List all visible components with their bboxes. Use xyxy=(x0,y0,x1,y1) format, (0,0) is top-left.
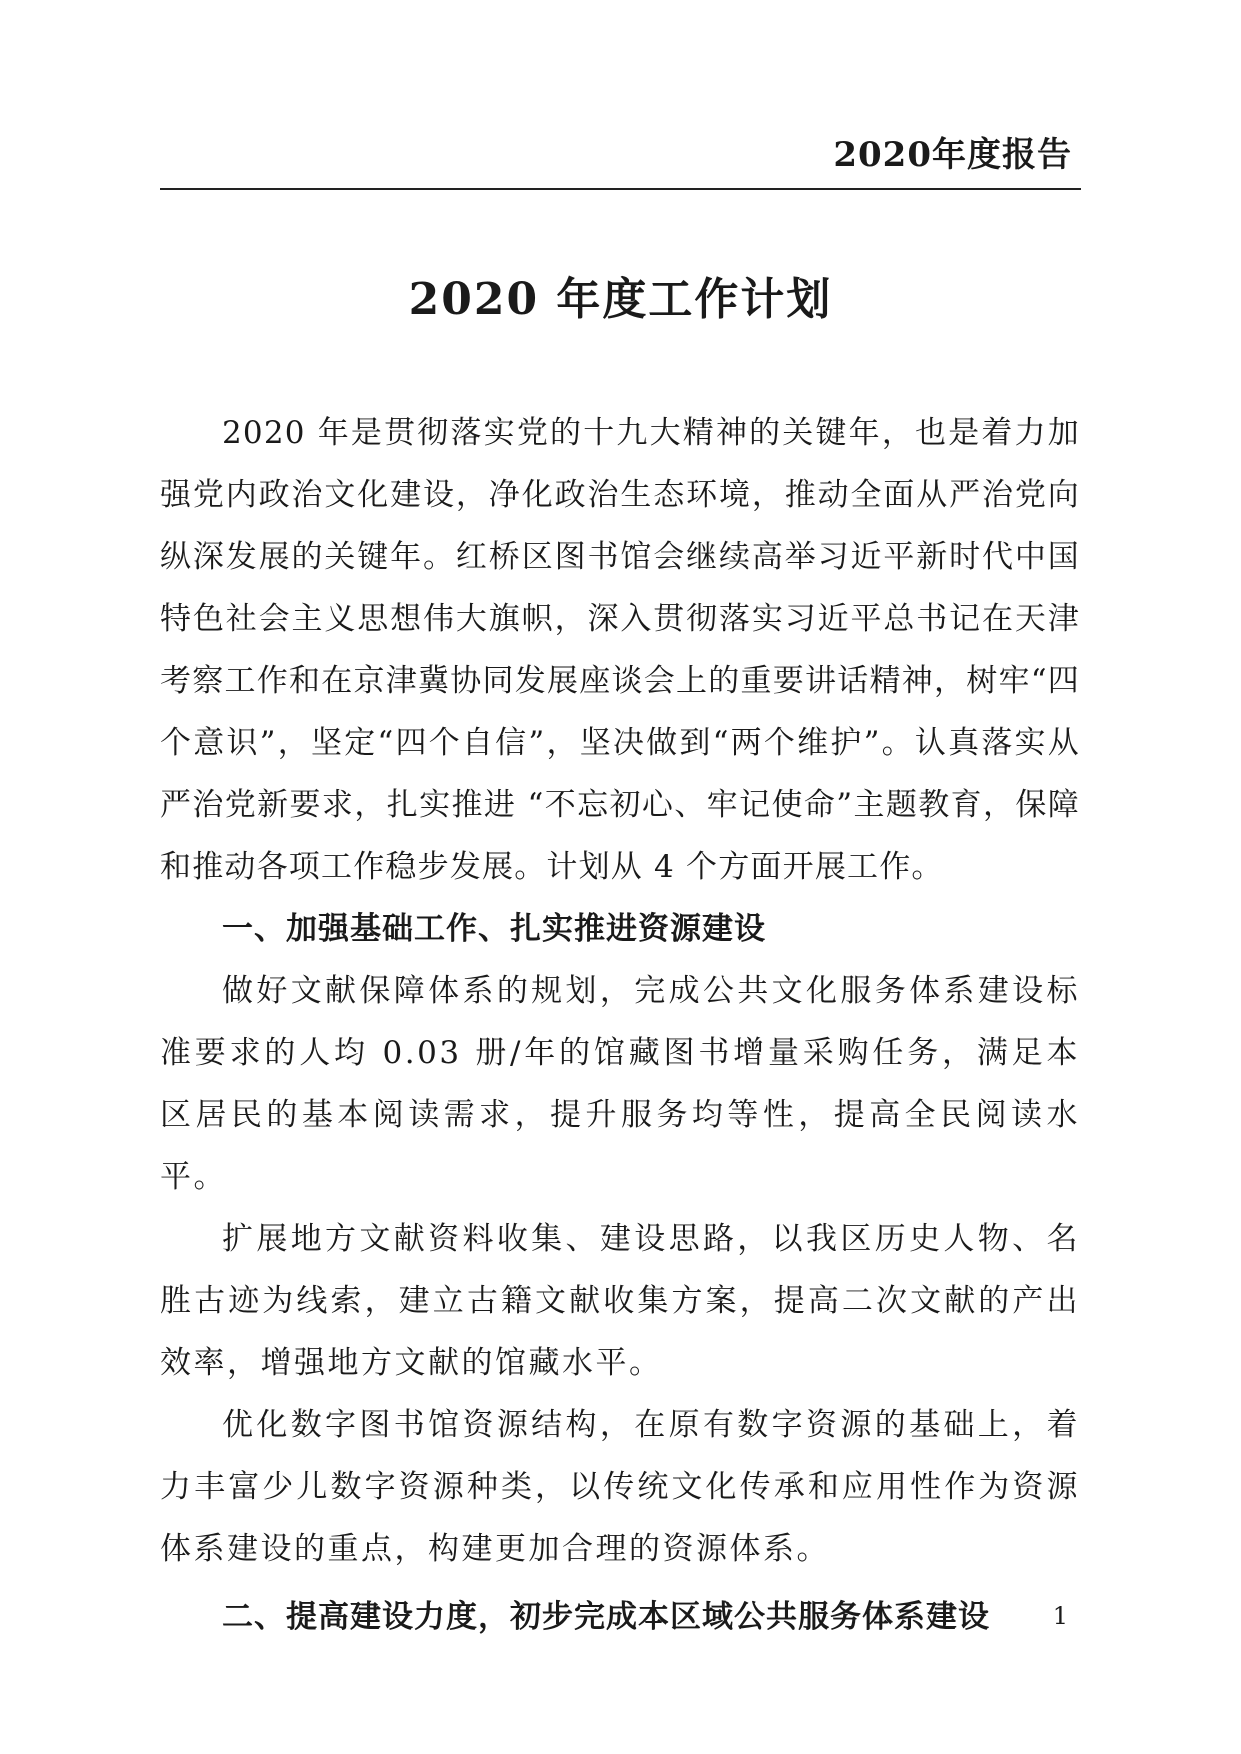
section-heading-1: 一、加强基础工作、扎实推进资源建设 xyxy=(222,911,766,947)
document-title: 2020 年度工作计划 xyxy=(408,274,833,325)
running-header: 2020年度报告 xyxy=(833,135,1072,175)
page-number: 1 xyxy=(1052,1602,1068,1630)
intro-paragraph: 2020 年是贯彻落实党的十九大精神的关键年，也是着力加强党内政治文化建设，净化政治生态环境，推动全面从严治党向纵深发展的关键年。红桥区图书馆会继续高举习近平新时代中国特色社会主义思想伟大旗帜，深入贯彻落实习近平总书记在天津考察工作和在京津冀协同发展座谈会上的重要讲话精神，树牢“四个意识”，坚定“四个自信”，坚决做到“两个维护”。认真落实从严治党新要求，扎实推进 “不忘初心、牢记使命”主题教育，保障和推动各项工作稳步发展。计划从 4 个方面开展工作。 xyxy=(160,415,1080,885)
document-body xyxy=(160,402,1080,1648)
section-heading-2: 二、提高建设力度，初步完成本区域公共服务体系建设 xyxy=(222,1599,990,1635)
section1-paragraph-3: 优化数字图书馆资源结构，在原有数字资源的基础上，着力丰富少儿数字资源种类，以传统文化传承和应用性作为资源体系建设的重点，构建更加合理的资源体系。 xyxy=(160,1407,1080,1567)
section1-paragraph-2: 扩展地方文献资料收集、建设思路，以我区历史人物、名胜古迹为线索，建立古籍文献收集方案，提高二次文献的产出效率，增强地方文献的馆藏水平。 xyxy=(160,1221,1080,1381)
section1-paragraph-1: 做好文献保障体系的规划，完成公共文化服务体系建设标准要求的人均 0.03 册/年的馆藏图书增量采购任务，满足本区居民的基本阅读需求，提升服务均等性，提高全民阅读水平。 xyxy=(160,973,1080,1195)
header-divider xyxy=(160,188,1081,190)
